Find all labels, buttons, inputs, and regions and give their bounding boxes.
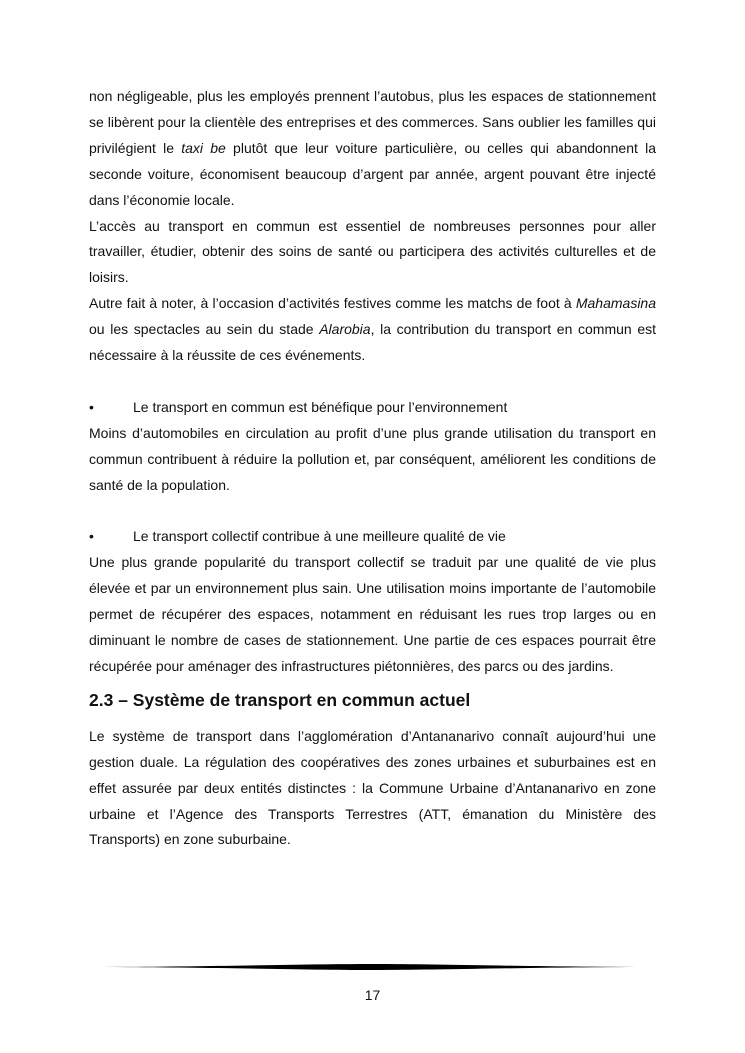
emphasis-alarobia: Alarobia (319, 321, 371, 338)
emphasis-mahamasina: Mahamasina (575, 295, 656, 312)
document-page (89, 84, 656, 853)
bullet-environment-title: Le transport en commun est bénéfique pour l’environnement (133, 398, 508, 415)
bullet-icon: • (89, 398, 94, 415)
paragraph-events-text-c: , la contribution du transport en commun est nécessaire à la réussite de ces événements. (89, 321, 656, 364)
paragraph-transport-system: Le système de transport dans l’agglomération d’Antananarivo connaît aujourd’hui une gestion duale. La régulation des coopératives des zones urbaines et suburbaines est en effet assurée par deux entités distinctes : la Commune Urbaine d’Antananarivo en zone urbaine et l’Agence des Transports Terrestres (ATT, émanation du Ministère des Transports) en zone suburbaine. (89, 727, 656, 848)
bullet-quality-of-life-title: Le transport collectif contribue à une meilleure qualité de vie (133, 528, 506, 545)
paragraph-events (89, 291, 656, 369)
bullet-environment (89, 395, 656, 421)
section-heading: 2.3 – Système de transport en commun actuel (89, 689, 471, 710)
blank-line (89, 369, 656, 395)
paragraph-events-text-b: ou les spectacles au sein du stade (89, 321, 320, 338)
paragraph-environment: Moins d’automobiles en circulation au profit d’une plus grande utilisation du transport en commun contribuent à réduire la pollution et, par conséquent, améliorent les conditions de santé de la population. (89, 424, 656, 493)
footer-divider (104, 962, 641, 972)
paragraph-economy (89, 84, 656, 214)
paragraph-events-text-a: Autre fait à noter, à l’occasion d’activités festives comme les matchs de foot à (89, 295, 576, 312)
bullet-icon: • (89, 528, 94, 545)
paragraph-economy-text: non négligeable, plus les employés prennent l’autobus, plus les espaces de stationnement se libèrent pour la clientèle des entreprises et des commerces. Sans oublier les familles qui privilégient le (89, 88, 656, 156)
paragraph-access: L’accès au transport en commun est essentiel de nombreuses personnes pour aller travailler, étudier, obtenir des soins de santé ou participera des activités culturelles et de loisirs. (89, 217, 656, 286)
emphasis-taxi-be: taxi be (181, 139, 226, 156)
blank-line (89, 498, 656, 524)
paragraph-economy-text-after: plutôt que leur voiture particulière, ou celles qui abandonnent la seconde voiture, économisent beaucoup d’argent par année, argent pouvant être injecté dans l’économie locale. (89, 139, 656, 208)
page-number: 17 (364, 987, 381, 1003)
paragraph-quality-of-life: Une plus grande popularité du transport collectif se traduit par une qualité de vie plus élevée et par un environnement plus sain. Une utilisation moins importante de l’automobile permet de récupérer des espaces, notamment en réduisant les rues trop larges ou en diminuant le nombre de cases de stationnement. Une partie de ces espaces pourrait être récupérée pour aménager des infrastructures piétonnières, des parcs ou des jardins. (89, 554, 656, 674)
bullet-quality-of-life (89, 524, 656, 550)
